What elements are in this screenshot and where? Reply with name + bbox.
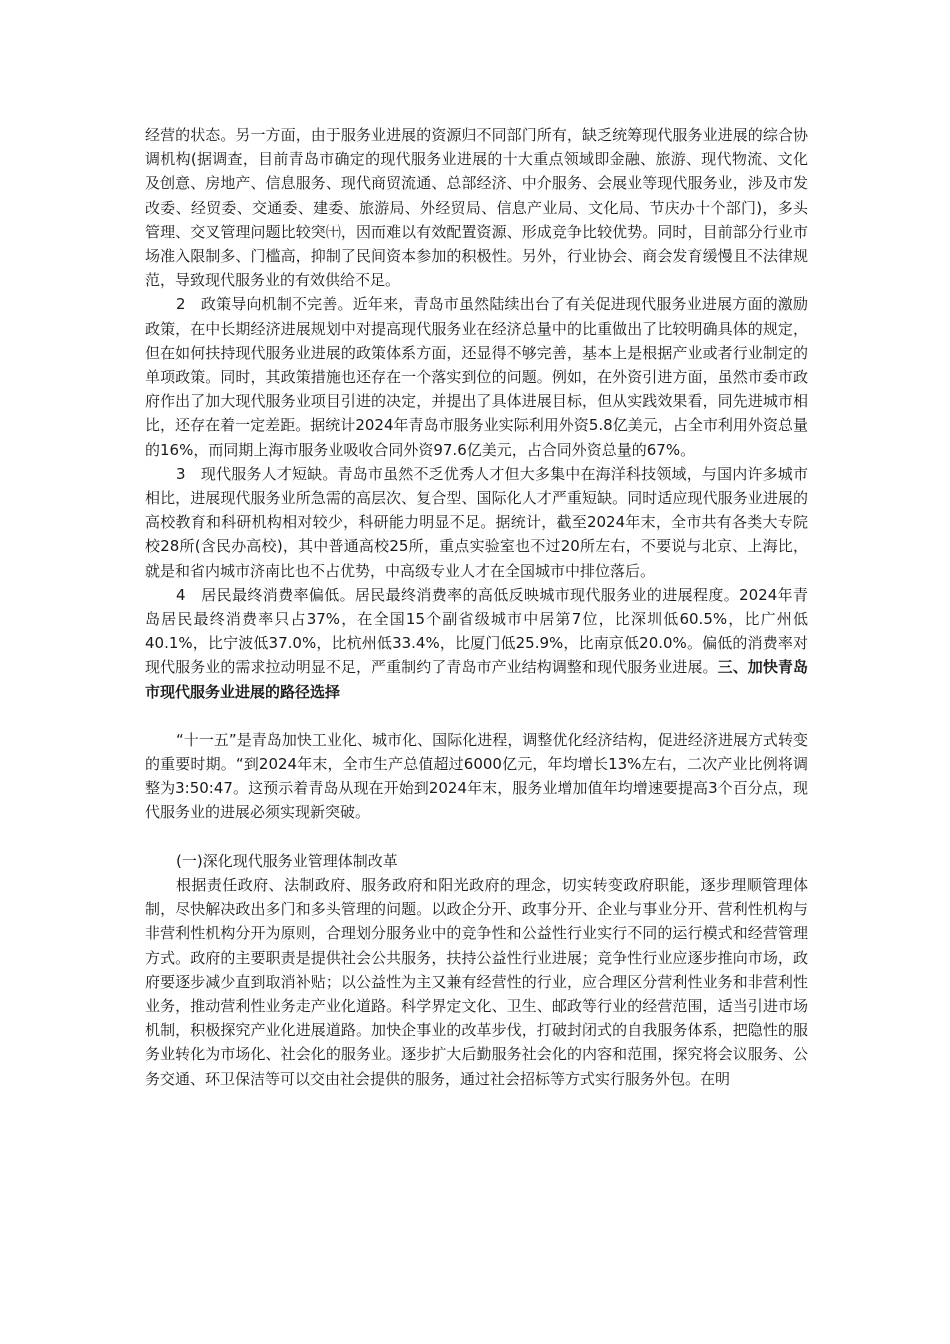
paragraph-policy-guidance: 2 政策导向机制不完善。近年来，青岛市虽然陆续出台了有关促进现代服务业进展方面的激励政策，在中长期经济进展规划中对提高现代服务业在经济总量中的比重做出了比较明确具体的规定，但在如何扶持现代服务业进展的政策体系方面，还显得不够完善，基本上是根据产业或者行业制定的单项政策。同时，其政策措施也还存在一个落实到位的问题。例如，在外资引进方面，虽然市委市政府作出了加大现代服务业项目引进的决定，并提出了具体进展目标，但从实践效果看，同先进城市相比，还存在着一定差距。据统计2024年青岛市服务业实际利用外资5.8亿美元，占全市利用外资总量的16%，而同期上海市服务业吸收合同外资97.6亿美元，占合同外资总量的67%。 [145,295,808,459]
paragraph-talent-shortage: 3 现代服务人才短缺。青岛市虽然不乏优秀人才但大多集中在海洋科技领域，与国内许多城市相比，进展现代服务业所急需的高层次、复合型、国际化人才严重短缺。同时适应现代服务业进展的高校教育和科研机构相对较少，科研能力明显不足。据统计，截至2024年末，全市共有各类大专院校28所(含民办高校)，其中普通高校25所，重点实验室也不过20所左右，不要说与北京、上海比，就是和省内城市济南比也不占优势，中高级专业人才在全国城市中排位落后。 [145,464,808,580]
spacer [145,825,808,849]
section-heading: 三、加快青岛市现代服务业进展的路径选择 [145,658,808,701]
subheading: (一)深化现代服务业管理体制改革 [176,851,398,870]
paragraph-reform: 根据责任政府、法制政府、服务政府和阳光政府的理念，切实转变政府职能，逐步理顺管理体制，尽快解决政出多门和多头管理的问题。以政企分开、政事分开、企业与事业分开、营利性机构与非营利性机构分开为原则，合理划分服务业中的竞争性和公益性行业实行不同的运行模式和经营管理方式。政府的主要职责是提供社会公共服务，扶持公益性行业进展；竞争性行业应逐步推向市场，政府要逐步减少直到取消补贴；以公益性为主又兼有经营性的行业，应合理区分营利性业务和非营利性业务，推动营利性业务走产业化道路。科学界定文化、卫生、邮政等行业的经营范围，适当引进市场机制，积极探究产业化进展道路。加快企事业的改革步伐，打破封闭式的自我服务体系，把隐性的服务业转化为市场化、社会化的服务业。逐步扩大后勤服务社会化的内容和范围，探究将会议服务、公务交通、环卫保洁等可以交由社会提供的服务，通过社会招标等方式实行服务外包。在明 [145,875,808,1088]
paragraph-intro: “十一五”是青岛加快工业化、城市化、国际化进程，调整优化经济结构，促进经济进展方式转变的重要时期。“到2024年末，全市生产总值超过6000亿元，年均增长13%左右，二次产业比例将调整为3:50:47。这预示着青岛从现在开始到2024年末，服务业增加值年均增速要提高3个百分点，现代服务业的进展必须实现新突破。 [145,730,808,822]
paragraph-continuation: 经营的状态。另一方面，由于服务业进展的资源归不同部门所有，缺乏统筹现代服务业进展的综合协调机构(据调查，目前青岛市确定的现代服务业进展的十大重点领域即金融、旅游、现代物流、文化及创意、房地产、信息服务、现代商贸流通、总部经济、中介服务、会展业等现代服务业，涉及市发改委、经贸委、交通委、建委、旅游局、外经贸局、信息产业局、文化局、节庆办十个部门)，多头管理、交叉管理问题比较突㈩，因而难以有效配置资源、形成竞争比较优势。同时，目前部分行业市场准入限制多、门槛高，抑制了民间资本参加的积极性。另外，行业协会、商会发育缓慢且不法律规范，导致现代服务业的有效供给不足。 [145,126,808,290]
paragraph-consumption-text: 4 居民最终消费率偏低。居民最终消费率的高低反映城市现代服务业的进展程度。2024年青岛居民最终消费率只占37%，在全国15个副省级城市中居第7位，比深圳低60.5%，比广州低40.1%，比宁波低37.0%，比杭州低33.4%，比厦门低25.9%，比南京低20.0%。偏低的消费率对现代服务业的需求拉动明显不足，严重制约了青岛市产业结构调整和现代服务业进展。 [145,585,808,677]
spacer [145,704,808,728]
document-page [145,123,808,1091]
paragraph-consumption-rate [145,583,808,704]
